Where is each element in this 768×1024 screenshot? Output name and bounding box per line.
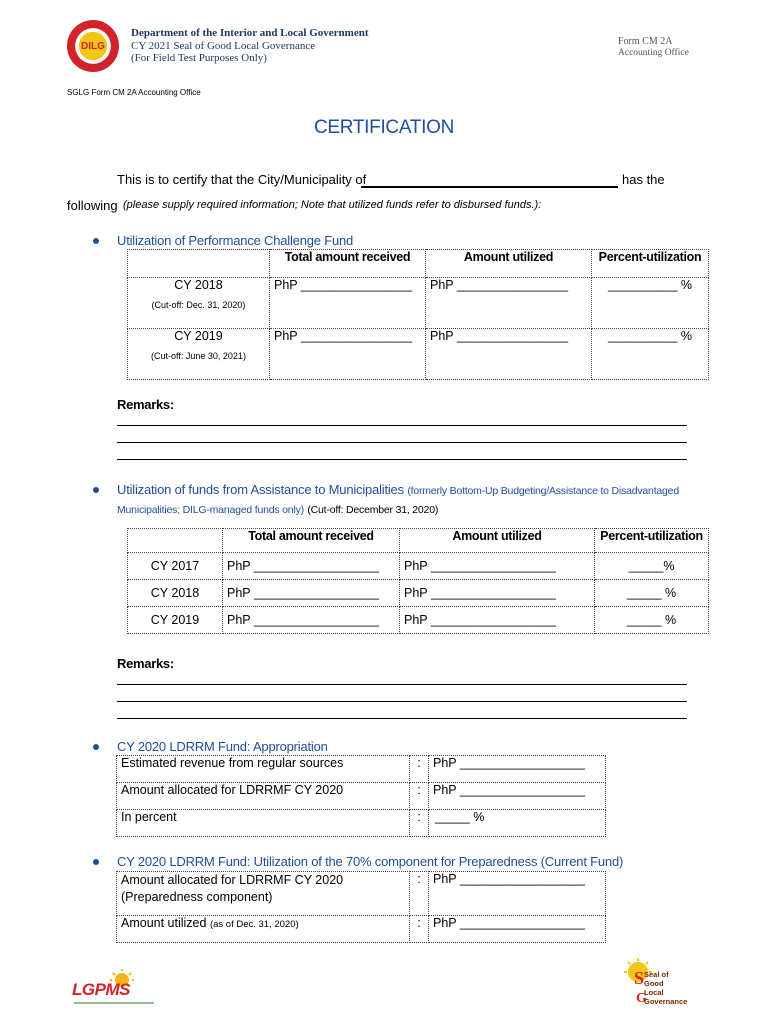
section2-cutoff: (Cut-off: December 31, 2020): [307, 504, 439, 516]
utilized-label-cell: [117, 916, 410, 943]
document-title: CERTIFICATION: [313, 117, 454, 138]
pcf-header-year: [128, 250, 270, 278]
utilized-note: (as of Dec. 31, 2020): [209, 919, 299, 930]
pcf-year-cell: [128, 278, 270, 329]
bullet-icon: [93, 238, 99, 244]
colon: :: [410, 872, 429, 916]
table-row: [117, 783, 606, 810]
preparedness-allocated-field[interactable]: PhP __________________: [429, 872, 606, 916]
appropriation-label: Amount allocated for LDRRMF CY 2020: [117, 783, 410, 810]
preparedness-sublabel: (Preparedness component): [121, 890, 273, 904]
svg-text:S: S: [634, 968, 645, 988]
section1-remarks-line[interactable]: [117, 425, 687, 426]
atm-header-year: [128, 529, 223, 553]
program-name: CY 2021 Seal of Good Local Governance: [131, 40, 316, 52]
intro-line-1a: This is to certify that the City/Municipality of: [117, 172, 367, 187]
preparedness-label-cell: [117, 872, 410, 916]
section2-title-note: (formerly Bottom-Up Budgeting/Assistance to Disadvantaged: [407, 485, 679, 497]
section1-remarks-label: Remarks:: [117, 397, 174, 412]
estimated-revenue-field[interactable]: PhP __________________: [429, 756, 606, 783]
sglg-seal-logo: [624, 958, 700, 1014]
atm-received-field[interactable]: PhP __________________: [223, 607, 400, 634]
seal-line: Local: [644, 988, 664, 997]
table-row: [117, 810, 606, 837]
section4-title: CY 2020 LDRRM Fund: Utilization of the 70% component for Preparedness (Current Fund): [117, 854, 624, 869]
seal-line: Governance: [644, 997, 688, 1006]
form-id: Form CM 2A: [618, 36, 673, 47]
seal-line: Good: [644, 979, 664, 988]
form-office: Accounting Office: [618, 48, 689, 58]
atm-percent-field[interactable]: _____ %: [595, 607, 709, 634]
appropriation-label: In percent: [117, 810, 410, 837]
table-row: [117, 756, 606, 783]
atm-header-utilized: Amount utilized: [400, 529, 595, 553]
intro-instruction: (please supply required information; Note that utilized funds refer to disbursed funds.):: [123, 199, 542, 211]
atm-year: CY 2019: [128, 607, 223, 634]
preparedness-label: Amount allocated for LDRRMF CY 2020: [121, 873, 344, 887]
form-label: SGLG Form CM 2A Accounting Office: [67, 88, 201, 97]
colon: :: [410, 783, 429, 810]
pcf-header-utilized: Amount utilized: [426, 250, 592, 278]
section2-title-block: [117, 481, 717, 519]
atm-year: CY 2017: [128, 553, 223, 580]
preparedness-utilized-field[interactable]: PhP __________________: [429, 916, 606, 943]
atm-received-field[interactable]: PhP __________________: [223, 580, 400, 607]
pcf-percent-field[interactable]: __________ %: [592, 329, 709, 380]
colon: :: [410, 916, 429, 943]
atm-header-percent: Percent-utilization: [595, 529, 709, 553]
section2-remarks-line[interactable]: [117, 718, 687, 719]
intro-line-1b: has the: [622, 172, 665, 187]
pcf-received-field[interactable]: PhP ________________: [270, 329, 426, 380]
dilg-logo-text: DILG: [81, 40, 105, 52]
appropriation-label: Estimated revenue from regular sources: [117, 756, 410, 783]
table-row: [117, 872, 606, 916]
pcf-table: [127, 249, 709, 380]
section1-title: Utilization of Performance Challenge Fund: [117, 233, 354, 248]
pcf-cutoff: (Cut-off: June 30, 2021): [151, 351, 246, 361]
seal-line: Seal of: [644, 970, 669, 979]
colon: :: [410, 810, 429, 837]
svg-text:G: G: [636, 991, 647, 1006]
atm-utilized-field[interactable]: PhP __________________: [400, 553, 595, 580]
bullet-icon: [93, 859, 99, 865]
atm-year: CY 2018: [128, 580, 223, 607]
table-row: [128, 278, 709, 329]
section1-remarks-line[interactable]: [117, 459, 687, 460]
agency-name: Department of the Interior and Local Government: [131, 27, 369, 39]
intro-line-2a: following: [67, 198, 118, 213]
atm-received-field[interactable]: PhP __________________: [223, 553, 400, 580]
utilized-label: Amount utilized: [121, 916, 207, 930]
bullet-icon: [93, 487, 99, 493]
field-test-note: (For Field Test Purposes Only): [131, 52, 267, 64]
table-row: [128, 553, 709, 580]
lgpms-logo: [70, 968, 160, 1008]
dilg-seal-logo: [67, 20, 119, 72]
pcf-percent-field[interactable]: __________ %: [592, 278, 709, 329]
section2-title-note2: Municipalities; DILG-managed funds only): [117, 504, 304, 516]
pcf-year: CY 2019: [174, 329, 223, 343]
ldrrm-utilization-table: [116, 871, 606, 943]
atm-table: [127, 528, 709, 634]
section2-title: Utilization of funds from Assistance to Municipalities: [117, 482, 404, 497]
section3-title: CY 2020 LDRRM Fund: Appropriation: [117, 739, 328, 754]
table-row: [128, 329, 709, 380]
sglg-seal-text: [644, 970, 687, 1006]
section1-remarks-line[interactable]: [117, 442, 687, 443]
section2-remarks-line[interactable]: [117, 684, 687, 685]
ldrrm-appropriation-table: [116, 755, 606, 837]
pcf-utilized-field[interactable]: PhP ________________: [426, 329, 592, 380]
in-percent-field[interactable]: _____ %: [429, 810, 606, 837]
colon: :: [410, 756, 429, 783]
pcf-year-cell: [128, 329, 270, 380]
pcf-utilized-field[interactable]: PhP ________________: [426, 278, 592, 329]
lgpms-text: LGPMS: [72, 980, 130, 999]
section2-remarks-line[interactable]: [117, 701, 687, 702]
bullet-icon: [93, 744, 99, 750]
city-name-blank[interactable]: [361, 186, 618, 188]
table-row: [117, 916, 606, 943]
section2-remarks-label: Remarks:: [117, 656, 174, 671]
atm-utilized-field[interactable]: PhP __________________: [400, 580, 595, 607]
atm-percent-field[interactable]: _____%: [595, 553, 709, 580]
atm-header-received: Total amount received: [223, 529, 400, 553]
pcf-cutoff: (Cut-off: Dec. 31, 2020): [151, 300, 246, 310]
pcf-received-field[interactable]: PhP ________________: [270, 278, 426, 329]
pcf-header-received: Total amount received: [270, 250, 426, 278]
table-row: [128, 580, 709, 607]
amount-allocated-field[interactable]: PhP __________________: [429, 783, 606, 810]
pcf-header-percent: Percent-utilization: [592, 250, 709, 278]
pcf-year: CY 2018: [174, 278, 223, 292]
atm-percent-field[interactable]: _____ %: [595, 580, 709, 607]
table-row: [128, 607, 709, 634]
atm-utilized-field[interactable]: PhP __________________: [400, 607, 595, 634]
